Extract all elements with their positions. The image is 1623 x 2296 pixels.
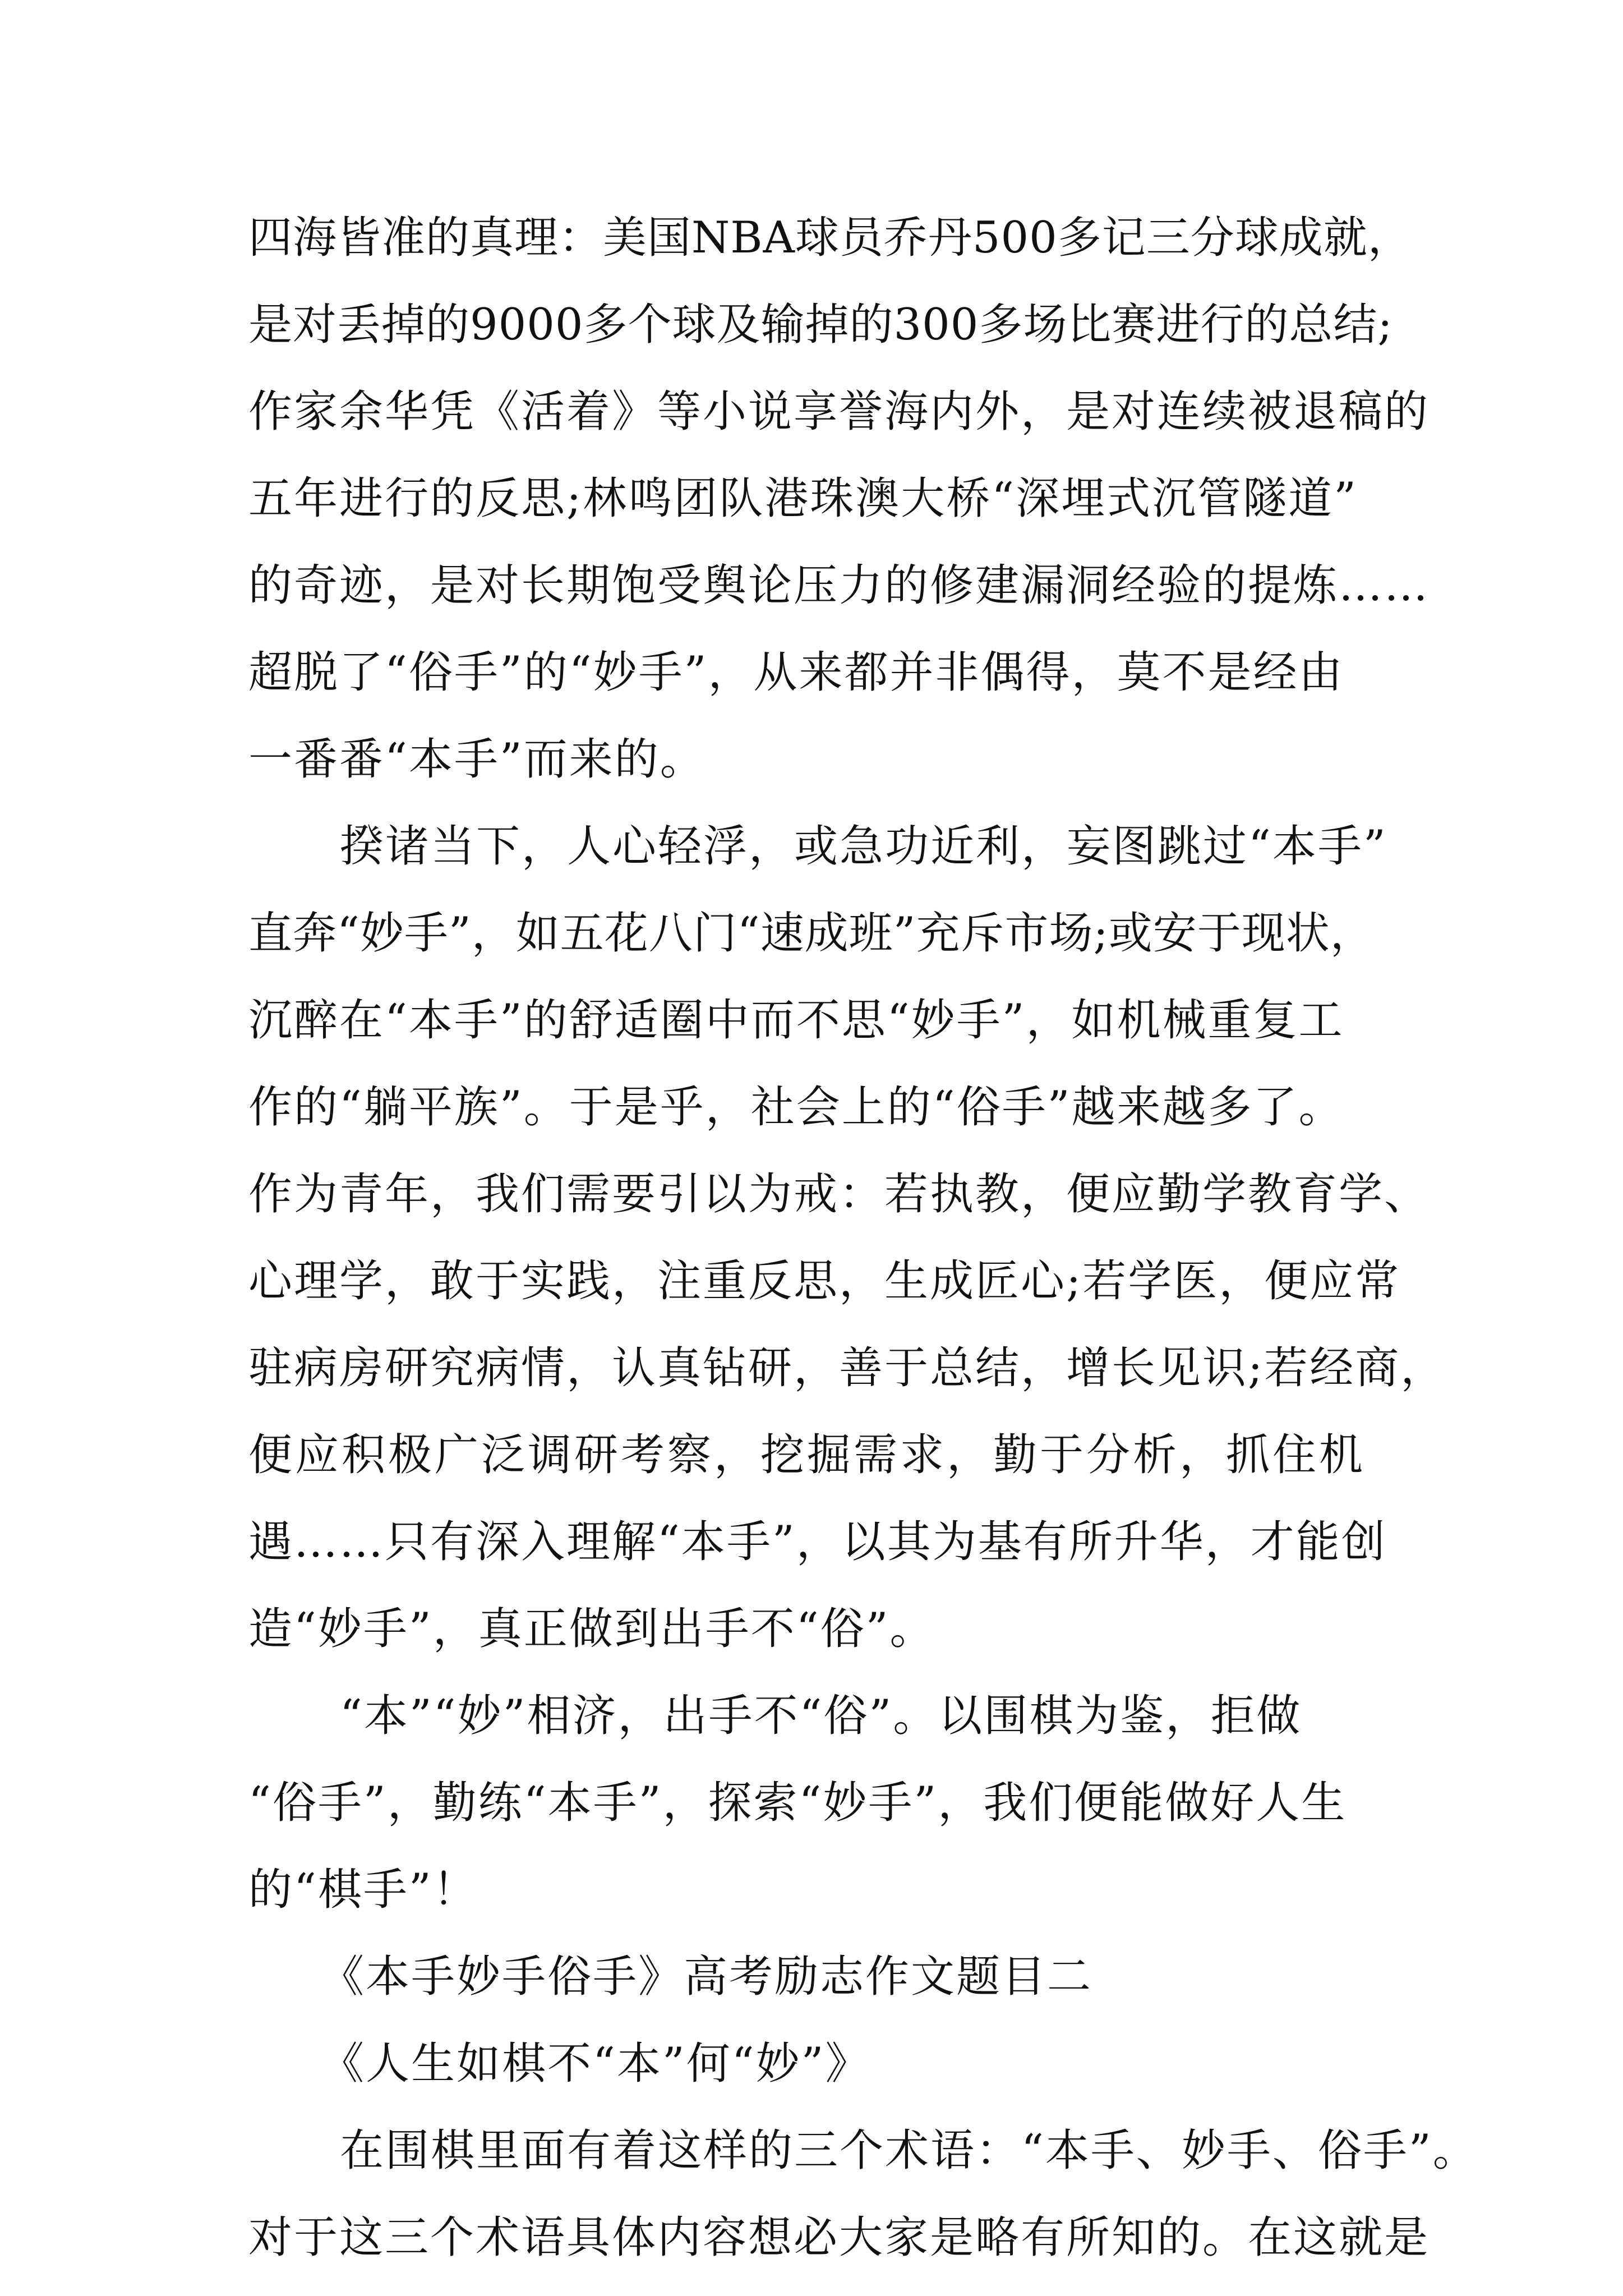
paragraph-line: 一番番“本手”而来的。 — [248, 734, 706, 785]
paragraph-line: 沉醉在“本手”的舒适圈中而不思“妙手”，如机械重复工 — [248, 995, 1344, 1046]
paragraph-line: 遇……只有深入理解“本手”，以其为基有所升华，才能创 — [248, 1517, 1387, 1567]
paragraph-line: 五年进行的反思;林鸣团队港珠澳大桥“深埋式沉管隧道” — [248, 473, 1358, 524]
paragraph-line: 对于这三个术语具体内容想必大家是略有所知的。在这就是 — [248, 2212, 1430, 2263]
paragraph-line: 直奔“妙手”，如五花八门“速成班”充斥市场;或安于现状， — [248, 908, 1375, 959]
paragraph-line: 作家余华凭《活着》等小说享誉海内外，是对连续被退稿的 — [248, 386, 1430, 437]
paragraph-line: 便应积极广泛调研考察，挖掘需求，勤于分析，抓住机 — [248, 1430, 1366, 1480]
paragraph-line: “俗手”，勤练“本手”，探索“妙手”，我们便能做好人生 — [248, 1778, 1347, 1828]
paragraph-line: 驻病房研究病情，认真钻研，善于总结，增长见识;若经商， — [248, 1343, 1446, 1393]
paragraph-line: “本”“妙”相济，出手不“俗”。以围棋为鉴，拒做 — [340, 1691, 1302, 1741]
section-title: 《本手妙手俗手》高考励志作文题目二 — [320, 1952, 1093, 2002]
paragraph-line: 是对丢掉的9000多个球及输掉的300多场比赛进行的总结; — [248, 300, 1393, 350]
paragraph-line: 超脱了“俗手”的“妙手”，从来都并非偶得，莫不是经由 — [248, 647, 1344, 698]
paragraph-line: 的奇迹，是对长期饱受舆论压力的修建漏洞经验的提炼…… — [248, 560, 1430, 611]
paragraph-line: 揆诸当下，人心轻浮，或急功近利，妄图跳过“本手” — [340, 821, 1387, 872]
paragraph-line: 造“妙手”，真正做到出手不“俗”。 — [248, 1604, 935, 1654]
paragraph-line: 作的“躺平族”。于是乎，社会上的“俗手”越来越多了。 — [248, 1082, 1344, 1133]
paragraph-line: 心理学，敢于实践，注重反思，生成匠心;若学医，便应常 — [248, 1256, 1401, 1306]
paragraph-line: 作为青年，我们需要引以为戒：若执教，便应勤学教育学、 — [248, 1169, 1430, 1220]
paragraph-line: 的“棋手”！ — [248, 1865, 478, 1915]
paragraph-line: 四海皆准的真理：美国NBA球员乔丹500多记三分球成就， — [248, 213, 1412, 263]
paragraph-line: 在围棋里面有着这样的三个术语：“本手、妙手、俗手”。 — [340, 2125, 1478, 2176]
article-title: 《人生如棋不“本”何“妙”》 — [320, 2039, 871, 2089]
